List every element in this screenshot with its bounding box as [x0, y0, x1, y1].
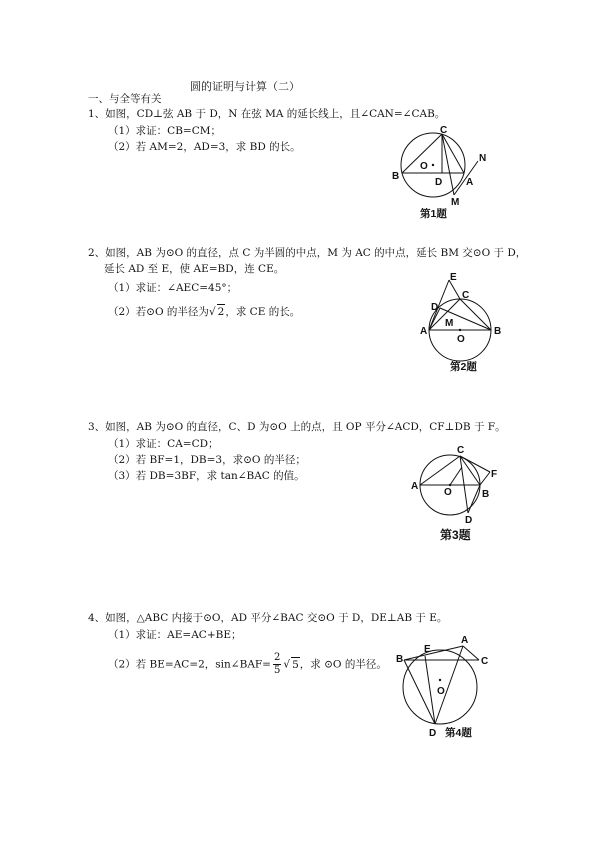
- fraction-denominator: 5: [273, 665, 281, 676]
- label-b: B: [494, 326, 502, 337]
- label-c: C: [462, 290, 470, 301]
- segment-db: [468, 485, 480, 513]
- segment-ac: [463, 646, 479, 660]
- label-e: E: [450, 272, 457, 283]
- problem-2-stem-line-2: 延长 AD 至 E，使 AE=BD，连 CE。: [104, 263, 285, 275]
- label-d: D: [431, 302, 439, 313]
- problem-1-part-2: （2）若 AM=2，AD=3，求 BD 的长。: [108, 141, 301, 153]
- label-o: O: [444, 487, 452, 498]
- segment-ad: [435, 646, 463, 724]
- problem-3-part-3: （3）若 DB=3BF，求 tan∠BAC 的值。: [108, 470, 305, 482]
- segment-ac: [420, 456, 460, 485]
- problem-4-part-2: [108, 652, 387, 677]
- figure-3-caption: 第3题: [440, 528, 471, 542]
- page-title: 圆的证明与计算（二）: [190, 80, 300, 93]
- figure-3: [410, 443, 510, 543]
- label-m: M: [445, 318, 454, 329]
- label-a: A: [461, 635, 469, 646]
- problem-2-part-2: [108, 304, 300, 319]
- figure-2: [418, 268, 518, 376]
- label-o: O: [420, 161, 428, 172]
- label-b: B: [392, 171, 400, 182]
- segment-bf: [480, 472, 490, 485]
- problem-4-part-2-suffix: ，求 ⊙O 的半径。: [299, 658, 387, 671]
- figure-1-caption: 第1题: [420, 208, 447, 220]
- problem-1-stem: 1、如图，CD⊥弦 AB 于 D，N 在弦 MA 的延长线上，且∠CAN=∠CAB。: [88, 108, 446, 120]
- label-n: N: [479, 153, 487, 164]
- label-d: D: [465, 515, 473, 526]
- problem-3-part-2: （2）若 BF=1，DB=3，求⊙O 的半径；: [108, 454, 306, 466]
- label-o: O: [457, 334, 465, 345]
- problem-2-part-2-suffix: ，求 CE 的长。: [225, 306, 301, 318]
- center-dot: [449, 484, 451, 486]
- label-c: C: [440, 125, 448, 136]
- label-a: A: [411, 481, 419, 492]
- label-e: E: [424, 644, 431, 655]
- problem-2-part-1: （1）求证：∠AEC=45°；: [108, 282, 238, 294]
- problem-1-part-1: （1）求证：CB=CM；: [108, 125, 222, 137]
- fraction-numerator: 2: [273, 652, 281, 663]
- figure-4: [395, 632, 495, 742]
- problem-3-part-1: （1）求证：CA=CD；: [108, 438, 219, 450]
- problem-4-stem: 4、如图，△ABC 内接于⊙O，AD 平分∠BAC 交⊙O 于 D，DE⊥AB 于 E。: [88, 612, 448, 624]
- radicand: 2: [217, 306, 225, 318]
- label-b: B: [396, 654, 404, 665]
- fraction: [273, 652, 281, 677]
- problem-4-part-2-prefix: （2）若 BE=AC=2，sin∠BAF=: [108, 658, 271, 671]
- label-f: F: [491, 469, 498, 480]
- figure-4-caption: 第4题: [445, 727, 472, 739]
- label-a: A: [466, 177, 474, 188]
- problem-2-part-2-prefix: （2）若⊙O 的半径为: [108, 306, 209, 318]
- label-c: C: [457, 445, 465, 456]
- segment-op: [450, 467, 462, 485]
- sqrt-sign: √: [208, 306, 216, 318]
- label-m: M: [451, 197, 460, 208]
- segment-cf: [460, 456, 490, 472]
- section-heading: 一、与全等有关: [88, 93, 162, 105]
- segment-cm: [442, 134, 454, 195]
- label-a: A: [420, 326, 428, 337]
- label-d: D: [429, 728, 437, 739]
- label-b: B: [482, 489, 490, 500]
- problem-2-stem-line-1: 2、如图，AB 为⊙O 的直径，点 C 为半圆的中点，M 为 AC 的中点，延长 BM 交⊙O 于 D，: [88, 247, 527, 259]
- center-dot: [459, 329, 461, 331]
- sqrt-sign: √: [283, 658, 291, 671]
- center-dot: [432, 164, 434, 166]
- center-dot: [439, 679, 441, 681]
- radicand: 5: [292, 658, 299, 671]
- label-d: D: [435, 177, 443, 188]
- figure-2-caption: 第2题: [450, 361, 477, 373]
- figure-1: [388, 125, 498, 225]
- problem-4-part-1: （1）求证：AE=AC+BE；: [108, 629, 242, 641]
- problem-3-stem: 3、如图，AB 为⊙O 的直径，C、D 为⊙O 上的点，且 OP 平分∠ACD，CF⊥DB 于 F。: [88, 421, 506, 433]
- label-c: C: [481, 656, 489, 667]
- label-o: O: [437, 686, 445, 697]
